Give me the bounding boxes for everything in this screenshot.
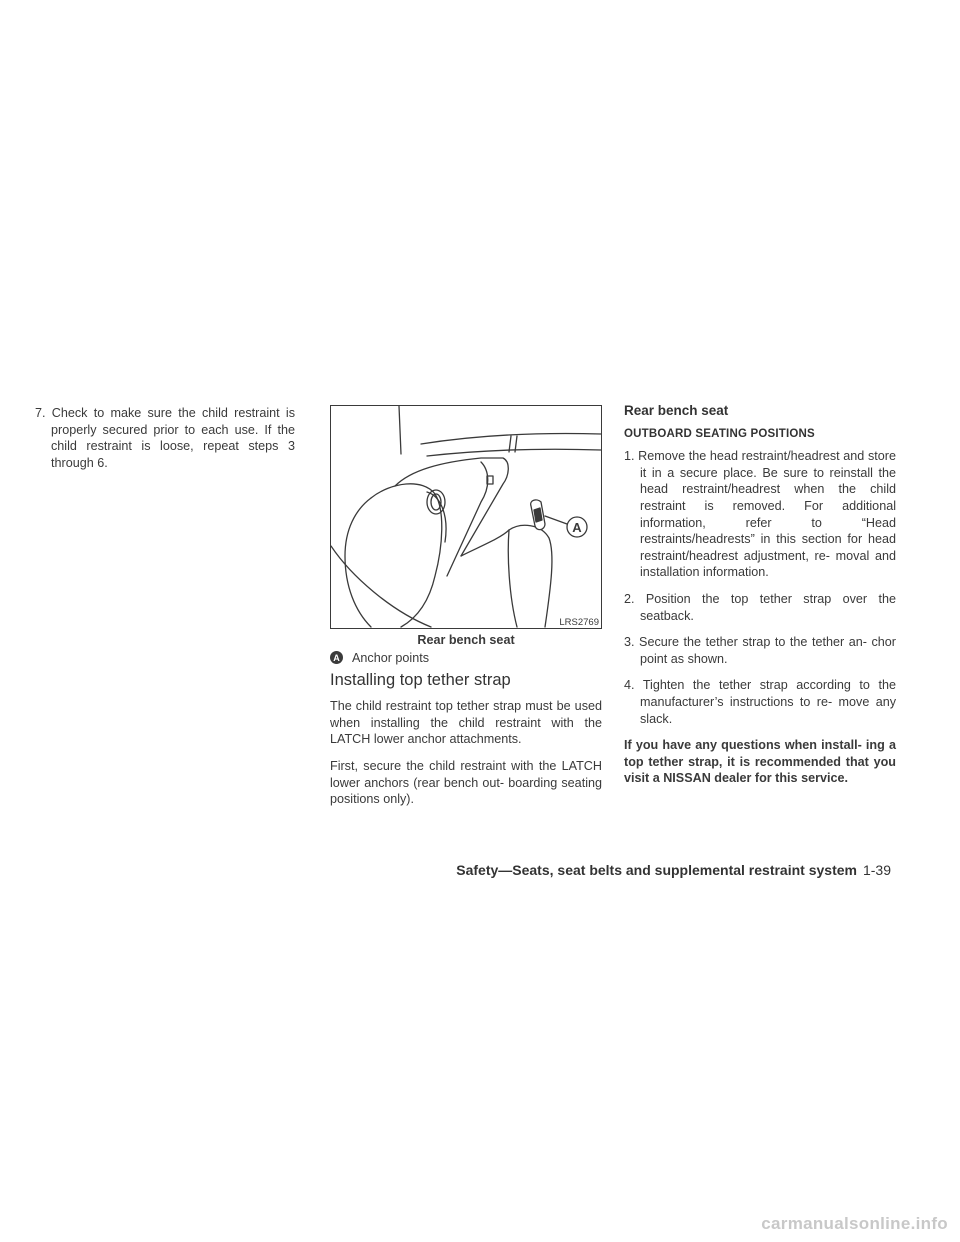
dealer-note: If you have any questions when install- ing a top tether strap, it is recommended that you visit a NISSAN dealer for this service.: [624, 738, 896, 786]
step-4: 4. Tighten the tether strap according to the manufacturer’s instructions to re- move any slack.: [624, 678, 896, 726]
left-column: [35, 405, 295, 481]
right-column: [624, 403, 896, 787]
letter-a-icon: A: [330, 651, 343, 664]
figure-legend: [330, 650, 602, 667]
subheading: Rear bench seat: [624, 403, 729, 418]
figure-caption: Rear bench seat: [417, 633, 515, 647]
section-heading: Installing top tether strap: [330, 671, 511, 690]
seat-illustration: [330, 405, 602, 629]
caps-heading: OUTBOARD SEATING POSITIONS: [624, 427, 815, 440]
footer-title: Safety—Seats, seat belts and supplemental restraint system: [456, 862, 857, 878]
legend-text: Anchor points: [352, 650, 430, 665]
rear-bench-seat-drawing: [331, 406, 601, 628]
step-3: 3. Secure the tether strap to the tether an- chor point as shown.: [624, 635, 896, 666]
page-footer: [456, 862, 891, 878]
paragraph-1: The child restraint top tether strap must be used when installing the child restraint with the LATCH lower anchor attachments.: [330, 699, 602, 747]
figure-code: LRS2769: [559, 617, 599, 628]
page-number: 1-39: [862, 862, 891, 878]
middle-column: [330, 405, 602, 818]
step-7: 7. Check to make sure the child restraint is properly secured prior to each use. If the child restraint is loose, repeat steps 3 through 6.: [35, 406, 295, 470]
step-2: 2. Position the top tether strap over the seatback.: [624, 591, 896, 623]
watermark: carmanualsonline.info: [761, 1214, 948, 1233]
callout-a: A: [572, 520, 582, 535]
step-1: 1. Remove the head restraint/headrest and store it in a secure place. Be sure to reinstall the head restraint/headrest when the child restraint is removed. For additional information, refer to “Head restraints/headrests” in this section for head restraint/headrest adjustment, re- moval and installation information.: [624, 449, 896, 580]
paragraph-2: First, secure the child restraint with the LATCH lower anchors (rear bench out- boarding seating positions only).: [330, 758, 602, 807]
